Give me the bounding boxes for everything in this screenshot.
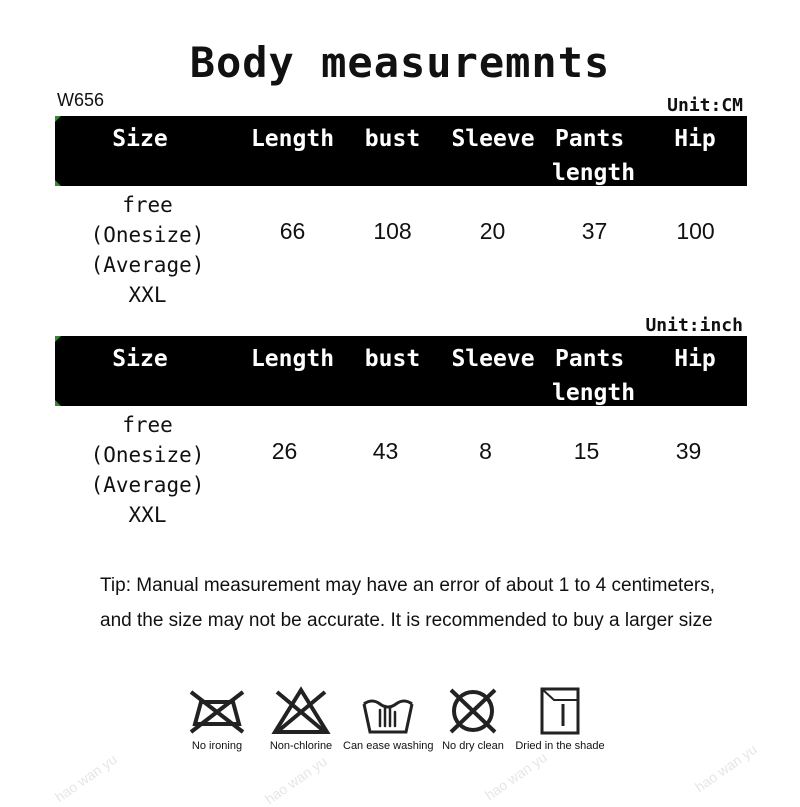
table-header-cm — [55, 116, 747, 186]
watermark: hao wan yu — [691, 740, 760, 796]
value-sleeve: 8 — [479, 438, 492, 464]
non-chlorine-icon — [271, 686, 331, 736]
care-label: Non-chlorine — [269, 740, 333, 752]
size-line: (Onesize) — [90, 223, 205, 247]
care-item-no-dry-clean — [428, 686, 518, 752]
header-length: Length — [250, 126, 335, 152]
care-item-hand-wash — [343, 686, 433, 752]
table-row-cm — [55, 188, 747, 318]
size-line: (Average) — [90, 473, 205, 497]
value-hip: 100 — [676, 218, 715, 244]
care-label: No dry clean — [442, 740, 504, 752]
value-bust: 43 — [372, 438, 399, 464]
value-pants-length: 37 — [581, 218, 608, 244]
hand-wash-icon — [358, 686, 418, 736]
value-hip: 39 — [675, 438, 702, 464]
no-dry-clean-icon — [443, 686, 503, 736]
header-sleeve: Sleeve — [451, 346, 535, 372]
care-label: Can ease washing — [343, 740, 434, 752]
size-cell — [75, 190, 220, 310]
size-line: (Average) — [90, 253, 205, 277]
value-pants-length: 15 — [573, 438, 600, 464]
header-pants: Pants — [555, 126, 625, 152]
header-pants-length: length — [552, 160, 636, 186]
header-size: Size — [112, 346, 168, 372]
dry-in-shade-icon — [530, 686, 590, 736]
corner-accent — [55, 400, 61, 406]
watermark: hao wan yu — [481, 748, 550, 804]
header-hip: Hip — [674, 346, 716, 372]
watermark: hao wan yu — [51, 750, 120, 806]
care-label: Dried in the shade — [515, 740, 605, 752]
header-pants-length: length — [552, 380, 636, 406]
header-hip: Hip — [674, 126, 716, 152]
size-line: free — [122, 413, 173, 437]
corner-accent — [55, 116, 61, 122]
corner-accent — [55, 336, 61, 342]
header-sleeve: Sleeve — [451, 126, 535, 152]
value-bust: 108 — [373, 218, 412, 244]
size-line: XXL — [128, 283, 167, 307]
watermark: hao wan yu — [261, 752, 330, 807]
value-length: 66 — [279, 218, 306, 244]
care-item-no-ironing — [172, 686, 262, 752]
value-length: 26 — [271, 438, 298, 464]
page-title: Body measuremnts — [189, 38, 611, 87]
unit-label-cm: Unit:CM — [667, 95, 743, 116]
product-code: W656 — [57, 90, 105, 110]
care-item-dry-in-shade — [515, 686, 605, 752]
header-length: Length — [250, 346, 335, 372]
header-bust: bust — [364, 346, 421, 372]
care-item-non-chlorine — [256, 686, 346, 752]
value-sleeve: 20 — [479, 218, 506, 244]
size-cell — [75, 410, 220, 530]
header-pants: Pants — [555, 346, 625, 372]
no-ironing-icon — [187, 686, 247, 736]
size-line: XXL — [128, 503, 167, 527]
care-label: No ironing — [191, 740, 243, 752]
table-row-inch — [55, 408, 747, 538]
size-line: (Onesize) — [90, 443, 205, 467]
header-size: Size — [112, 126, 168, 152]
header-bust: bust — [364, 126, 421, 152]
tip-text: Tip: Manual measurement may have an error of about 1 to 4 centimeters, and the size may not be accurate. It is recommended to buy a larger size — [100, 575, 715, 631]
unit-label-inch: Unit:inch — [645, 315, 743, 336]
corner-accent — [55, 180, 61, 186]
size-line: free — [122, 193, 173, 217]
table-header-inch — [55, 336, 747, 406]
